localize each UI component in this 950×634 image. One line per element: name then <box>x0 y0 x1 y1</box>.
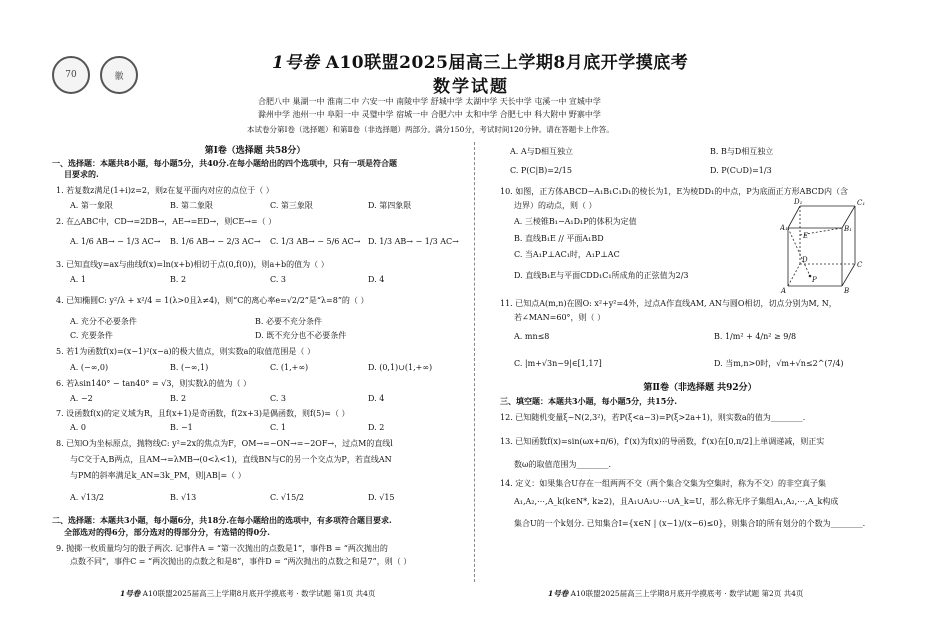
q5-option-a: A. (−∞,0) <box>70 363 109 372</box>
question-2: 2. 在△ABC中，CD→=2DB→，AE→=ED→，则CE→=（ ） <box>56 217 277 226</box>
question-8-line-3: 与PM的斜率满足k_AN=3k_PM，则|AB|=（ ） <box>70 471 246 480</box>
q11-option-c: C. |m+√3n−9|∈[1,17] <box>514 359 602 368</box>
exam-note: 本试卷分第Ⅰ卷（选择题）和第Ⅱ卷（非选择题）两部分。满分150分，考试时间120分钟。请在答题卡上作答。 <box>247 125 614 134</box>
exam-subtitle: 数学试题 <box>433 77 509 97</box>
question-9-line-2: 点数不同”，事件C = “两次抛出的点数之和是8”，事件D = “两次抛出的点数之和是7”，则（ ） <box>70 557 412 566</box>
question-10-line-1: 10. 如图，正方体ABCD−A₁B₁C₁D₁的棱长为1，E为棱DD₁的中点，P为底面正方形ABCD内（含 <box>500 187 849 196</box>
q3-option-a: A. 1 <box>70 275 86 284</box>
q11-option-b: B. 1/m² + 4/n² ≥ 9/8 <box>714 332 797 341</box>
section-title-part2: 第Ⅱ卷（非选择题 共92分） <box>643 383 757 393</box>
logo-right-text: 徽 <box>114 71 124 82</box>
part3-intro: 三、填空题：本题共3小题，每小题5分，共15分. <box>500 396 678 406</box>
footer-left <box>120 588 375 599</box>
q2-option-d: D. 1/3 AB→ − 1/3 AC→ <box>368 237 459 246</box>
label-a1: A₁ <box>780 224 788 232</box>
label-d1: D₁ <box>794 198 803 206</box>
q1-option-b: B. 第二象限 <box>170 201 213 210</box>
footer-right-text: A10联盟2025届高三上学期8月底开学摸底考 · 数学试题 第2页 共4页 <box>570 589 804 598</box>
part2-intro-a: 二、选择题：本题共3小题，每小题6分，共18分.在每小题给出的选项中，有多项符合题目要求. <box>52 515 392 525</box>
q10-option-b: B. 直线B₁E // 平面A₁BD <box>514 234 604 243</box>
exam-title <box>272 48 688 73</box>
footer-left-brand: 1号卷 <box>120 589 141 598</box>
q7-option-a: A. 0 <box>70 423 86 432</box>
question-10-line-2: 边界）的动点，则（ ） <box>514 201 597 210</box>
q1-option-d: D. 第四象限 <box>368 201 412 210</box>
cube-edge <box>842 264 855 286</box>
column-divider <box>474 142 475 582</box>
q9-option-c: C. P(C|B)=2/15 <box>510 166 572 175</box>
q3-option-b: B. 2 <box>170 275 187 284</box>
q2-option-c: C. 1/3 AB→ − 5/6 AC→ <box>270 237 361 246</box>
q9-option-a: A. A与D相互独立 <box>510 147 574 156</box>
label-b: B <box>844 287 850 295</box>
q3-option-c: C. 3 <box>270 275 287 284</box>
question-14-line-3: 集合U的一个k划分. 已知集合I={x∈N | (x−1)/(x−6)≤0}，则集合I的所有划分的个数为________. <box>514 519 866 528</box>
question-11-line-1: 11. 已知点A(m,n)在圆O: x²+y²=4外，过点A作直线AM, AN与圆O相切，切点分别为M, N， <box>500 299 837 308</box>
q11-option-d: D. 当m,n>0时，√m+√n≤2^(7/4) <box>714 359 844 368</box>
part2-intro-b: 全部选对的得6分，部分选对的得部分分，有选错的得0分. <box>64 527 270 537</box>
question-1: 1. 若复数z满足(1+i)z=2，则z在复平面内对应的点位于（ ） <box>56 186 274 195</box>
exam-title-text: A10联盟2025届高三上学期8月底开学摸底考 <box>325 53 689 73</box>
brand-mark: 1号卷 <box>272 53 320 73</box>
question-14-line-1: 14. 定义：如果集合U存在一组两两不交（两个集合交集为空集时，称为不交）的非空真子集 <box>500 479 827 488</box>
part1-intro-a: 一、选择题：本题共8小题，每小题5分，共40分.在每小题给出的四个选项中，只有一项是符合题 <box>52 158 398 168</box>
cube-edge <box>788 206 800 228</box>
q8-option-d: D. √15 <box>368 493 395 502</box>
q6-option-d: D. 4 <box>368 394 385 403</box>
question-8-line-2: 与C交于A,B两点，且AM→=λMB→(0<λ<1)，直线BN与C的另一个交点为P，若直线AN <box>70 455 392 464</box>
footer-left-text: A10联盟2025届高三上学期8月底开学摸底考 · 数学试题 第1页 共4页 <box>142 589 376 598</box>
q4-option-d: D. 既不充分也不必要条件 <box>255 331 347 340</box>
q4-option-b: B. 必要不充分条件 <box>255 317 322 326</box>
q6-option-c: C. 3 <box>270 394 287 403</box>
question-8-line-1: 8. 已知O为坐标原点，抛物线C: y²=2x的焦点为F，OM→=−ON→=−2OF→，过点M的直线l <box>56 439 393 448</box>
schools-line-1: 合肥八中 巢湖一中 淮南二中 六安一中 南陵中学 舒城中学 太湖中学 天长中学 屯溪一中 宣城中学 <box>258 97 601 106</box>
q4-option-c: C. 充要条件 <box>70 331 113 340</box>
question-11-line-2: 若∠MAN=60°，则（ ） <box>514 313 606 322</box>
cube-hidden-edge <box>788 264 800 286</box>
label-p: P <box>812 276 817 284</box>
part1-intro-b: 目要求的. <box>64 169 99 179</box>
q8-option-c: C. √15/2 <box>270 493 304 502</box>
q5-option-d: D. (0,1)∪(1,+∞) <box>368 363 433 372</box>
point-p <box>809 275 812 278</box>
question-14-line-2: A₁,A₂,⋯,A_k(k∈N*, k≥2)，且A₁∪A₂∪⋯∪A_k=U，那么称无序子集组A₁,A₂,⋯,A_k构成 <box>514 497 839 506</box>
q6-option-a: A. −2 <box>70 394 93 403</box>
question-13-line-1: 13. 已知函数f(x)=sin(ωx+π/6)，f′(x)为f(x)的导函数，f′(x)在[0,π/2]上单调递减，则正实 <box>500 437 825 446</box>
q2-option-a: A. 1/6 AB→ − 1/3 AC→ <box>70 237 161 246</box>
question-12: 12. 已知随机变量ξ~N(2,3²)，若P(ξ<a−3)=P(ξ>2a+1)，则实数a的值为________. <box>500 413 806 422</box>
q5-option-b: B. (−∞,1) <box>170 363 209 372</box>
q10-option-d: D. 直线B₁E与平面CDD₁C₁所成角的正弦值为2/3 <box>514 271 689 280</box>
label-c: C <box>857 261 863 269</box>
q8-option-b: B. √13 <box>170 493 197 502</box>
school-logo-left <box>52 56 90 94</box>
q6-option-b: B. 2 <box>170 394 187 403</box>
q10-option-c: C. 当A₁P⊥AC₁时，A₁P⊥AC <box>514 250 620 259</box>
q11-option-a: A. mn≤8 <box>514 332 550 341</box>
label-a: A <box>781 287 787 295</box>
q5-option-c: C. (1,+∞) <box>270 363 309 372</box>
question-3: 3. 已知直线y=ax与曲线f(x)=ln(x+b)相切于点(0,f(0))，则a+b的值为（ ） <box>56 260 329 269</box>
question-7: 7. 设函数f(x)的定义域为R，且f(x+1)是奇函数，f(2x+3)是偶函数，则f(5)=（ ） <box>56 409 350 418</box>
q3-option-d: D. 4 <box>368 275 385 284</box>
q1-option-c: C. 第三象限 <box>270 201 313 210</box>
school-logo-right <box>100 56 138 94</box>
footer-right <box>548 588 803 599</box>
label-d: D <box>802 256 808 264</box>
section-title-part1: 第Ⅰ卷（选择题 共58分） <box>204 146 306 156</box>
q8-option-a: A. √13/2 <box>70 493 104 502</box>
question-5: 5. 若1为函数f(x)=(x−1)²(x−a)的极大值点，则实数a的取值范围是（ ） <box>56 347 315 356</box>
q7-option-c: C. 1 <box>270 423 287 432</box>
q1-option-a: A. 第一象限 <box>70 201 113 210</box>
question-13-line-2: 数ω的取值范围为________. <box>514 460 612 469</box>
q7-option-b: B. −1 <box>170 423 193 432</box>
q4-option-a: A. 充分不必要条件 <box>70 317 137 326</box>
label-e: E <box>803 232 809 240</box>
question-4: 4. 已知椭圆C: y²/λ + x²/4 = 1(λ>0且λ≠4)，则“C的离心率e=√2/2”是“λ=8”的（ ） <box>56 296 369 305</box>
label-c1: C₁ <box>857 199 866 207</box>
question-9-line-1: 9. 抛掷一枚质量均匀的骰子两次. 记事件A = “第一次抛出的点数是1”，事件B = “两次抛出的 <box>56 544 388 553</box>
q7-option-d: D. 2 <box>368 423 385 432</box>
q2-option-b: B. 1/6 AB→ − 2/3 AC→ <box>170 237 261 246</box>
q9-option-d: D. P(C∪D)=1/3 <box>710 166 772 175</box>
footer-right-brand: 1号卷 <box>548 589 569 598</box>
cube-figure <box>780 196 890 296</box>
q9-option-b: B. B与D相互独立 <box>710 147 774 156</box>
logo-left-text: 70 <box>65 70 77 80</box>
schools-line-2: 滁州中学 池州一中 阜阳一中 灵璧中学 宿城一中 合肥六中 太和中学 合肥七中 科大附中 野寨中学 <box>258 110 601 119</box>
q10-option-a: A. 三棱锥B₁−A₁D₁P的体积为定值 <box>514 217 637 226</box>
label-b1: B₁ <box>844 225 852 233</box>
question-6: 6. 若λsin140° − tan40° = √3，则实数λ的值为（ ） <box>56 379 252 388</box>
